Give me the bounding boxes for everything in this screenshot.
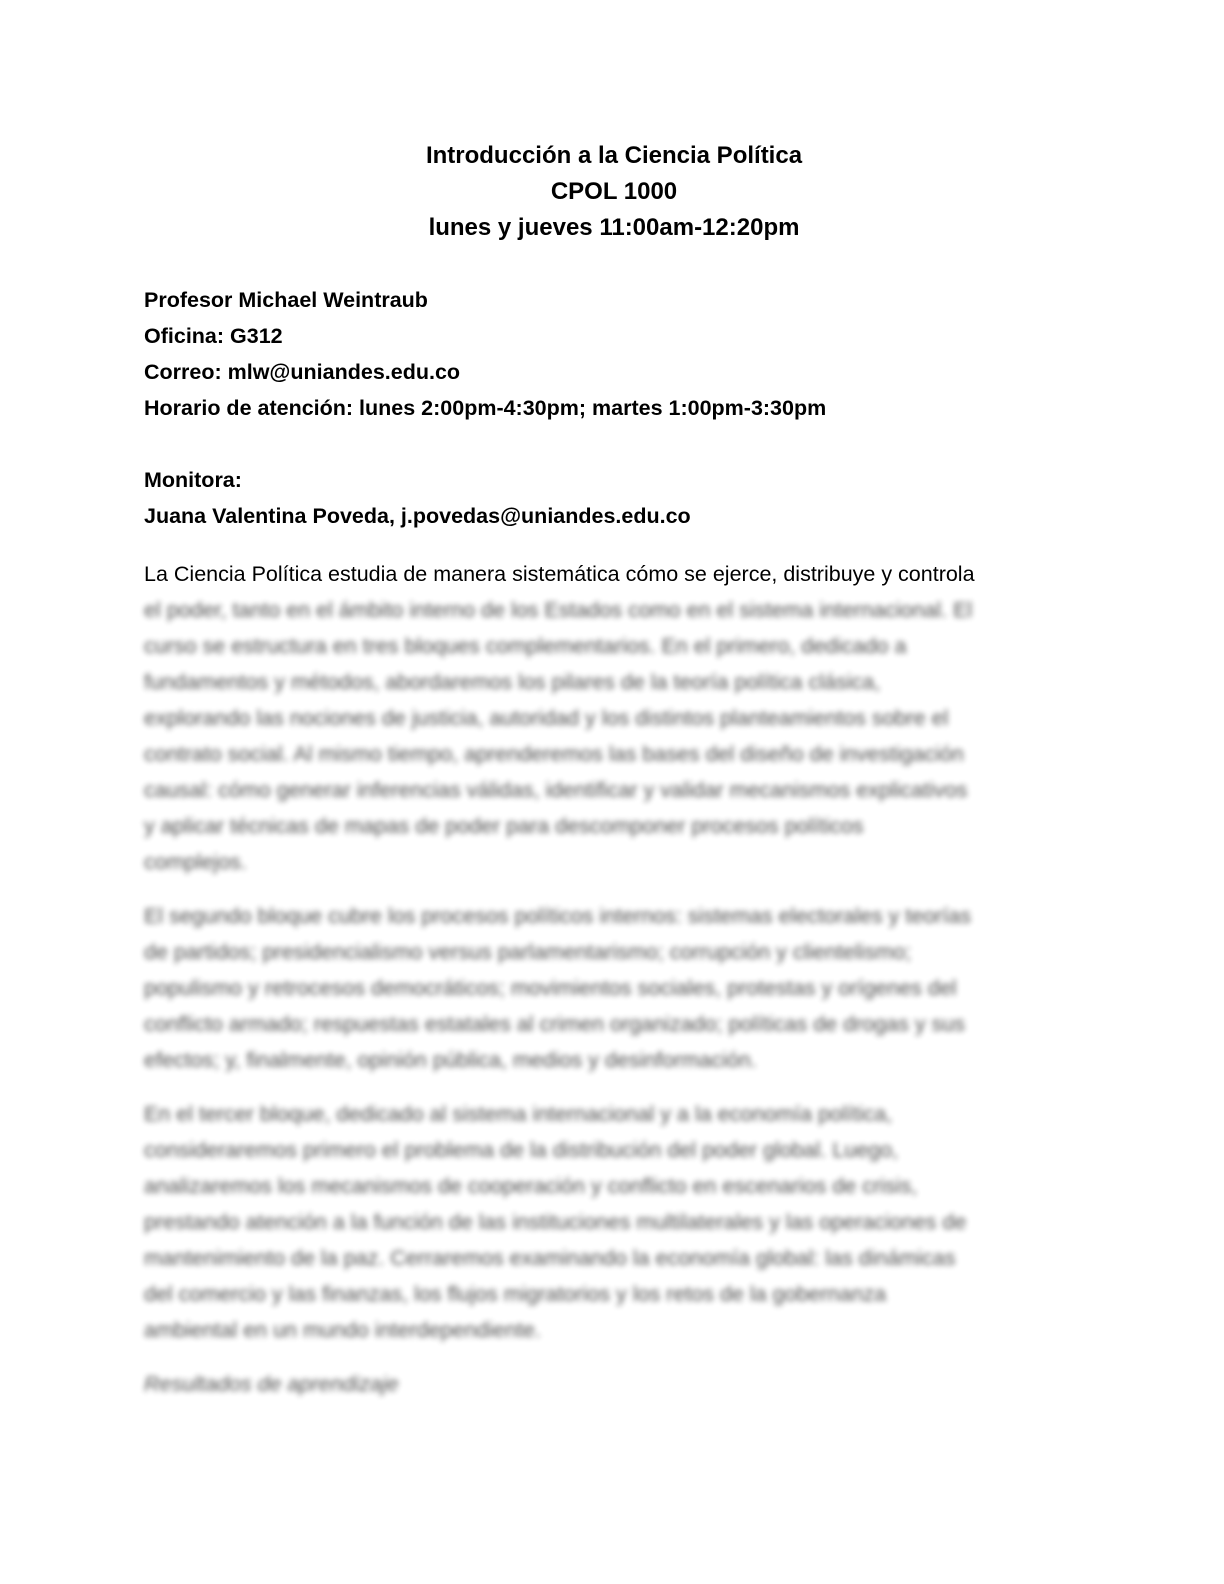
paragraph-line-blurred: curso se estructura en tres bloques complementarios. En el primero, dedicado a — [144, 634, 907, 658]
professor-name-line: Profesor Michael Weintraub — [144, 288, 428, 312]
course-title: Introducción a la Ciencia Política — [425, 142, 803, 169]
paragraph-line-blurred: prestando atención a la función de las instituciones multilaterales y las operaciones de — [144, 1210, 967, 1234]
paragraph-line-blurred: efectos; y, finalmente, opinión pública, medios y desinformación. — [144, 1048, 757, 1072]
paragraph-line-blurred: El segundo bloque cubre los procesos políticos internos: sistemas electorales y teorías — [144, 904, 971, 928]
course-schedule: lunes y jueves 11:00am-12:20pm — [428, 214, 800, 241]
course-description-paragraph — [144, 556, 1084, 880]
paragraph-line-blurred: consideraremos primero el problema de la distribución del poder global. Luego, — [144, 1138, 899, 1162]
monitor-contact-line: Juana Valentina Poveda, j.povedas@uniandes.edu.co — [144, 504, 691, 528]
paragraph-line-blurred: analizaremos los mecanismos de cooperación y conflicto en escenarios de crisis, — [144, 1174, 918, 1198]
second-block-paragraph — [144, 898, 1084, 1078]
paragraph-line-blurred: mantenimiento de la paz. Cerraremos examinando la economía global: las dinámicas — [144, 1246, 956, 1270]
third-block-paragraph — [144, 1096, 1084, 1348]
instructor-block — [144, 282, 1084, 426]
paragraph-line: La Ciencia Política estudia de manera sistemática cómo se ejerce, distribuye y controla — [144, 562, 975, 586]
paragraph-line-blurred: del comercio y las finanzas, los flujos migratorios y los retos de la gobernanza — [144, 1282, 887, 1306]
paragraph-line-blurred: conflicto armado; respuestas estatales al crimen organizado; políticas de drogas y sus — [144, 1012, 966, 1036]
title-block — [144, 138, 1084, 246]
section-heading-line-blurred: Resultados de aprendizaje — [144, 1372, 399, 1396]
learning-outcomes-heading — [144, 1366, 1084, 1402]
paragraph-line-blurred: En el tercer bloque, dedicado al sistema internacional y a la economía política, — [144, 1102, 893, 1126]
paragraph-line-blurred: populismo y retrocesos democráticos; movimientos sociales, protestas y orígenes del — [144, 976, 957, 1000]
monitor-block — [144, 462, 1084, 534]
office-line: Oficina: G312 — [144, 324, 283, 348]
paragraph-line-blurred: complejos. — [144, 850, 247, 874]
office-hours-line: Horario de atención: lunes 2:00pm-4:30pm; martes 1:00pm-3:30pm — [144, 396, 827, 420]
paragraph-line-blurred: y aplicar técnicas de mapas de poder para descomponer procesos políticos — [144, 814, 864, 838]
paragraph-line-blurred: de partidos; presidencialismo versus parlamentarismo; corrupción y clientelismo; — [144, 940, 912, 964]
paragraph-line-blurred: explorando las nociones de justicia, autoridad y los distintos planteamientos sobre el — [144, 706, 949, 730]
monitor-heading: Monitora: — [144, 468, 242, 492]
course-code: CPOL 1000 — [550, 178, 678, 205]
paragraph-line-blurred: fundamentos y métodos, abordaremos los pilares de la teoría política clásica, — [144, 670, 881, 694]
paragraph-line-blurred: contrato social. Al mismo tiempo, aprenderemos las bases del diseño de investigación — [144, 742, 964, 766]
paragraph-line-blurred: el poder, tanto en el ámbito interno de los Estados como en el sistema internacional. El — [144, 598, 973, 622]
paragraph-line-blurred: ambiental en un mundo interdependiente. — [144, 1318, 541, 1342]
paragraph-line-blurred: causal: cómo generar inferencias válidas, identificar y validar mecanismos explicativos — [144, 778, 968, 802]
email-line: Correo: mlw@uniandes.edu.co — [144, 360, 461, 384]
